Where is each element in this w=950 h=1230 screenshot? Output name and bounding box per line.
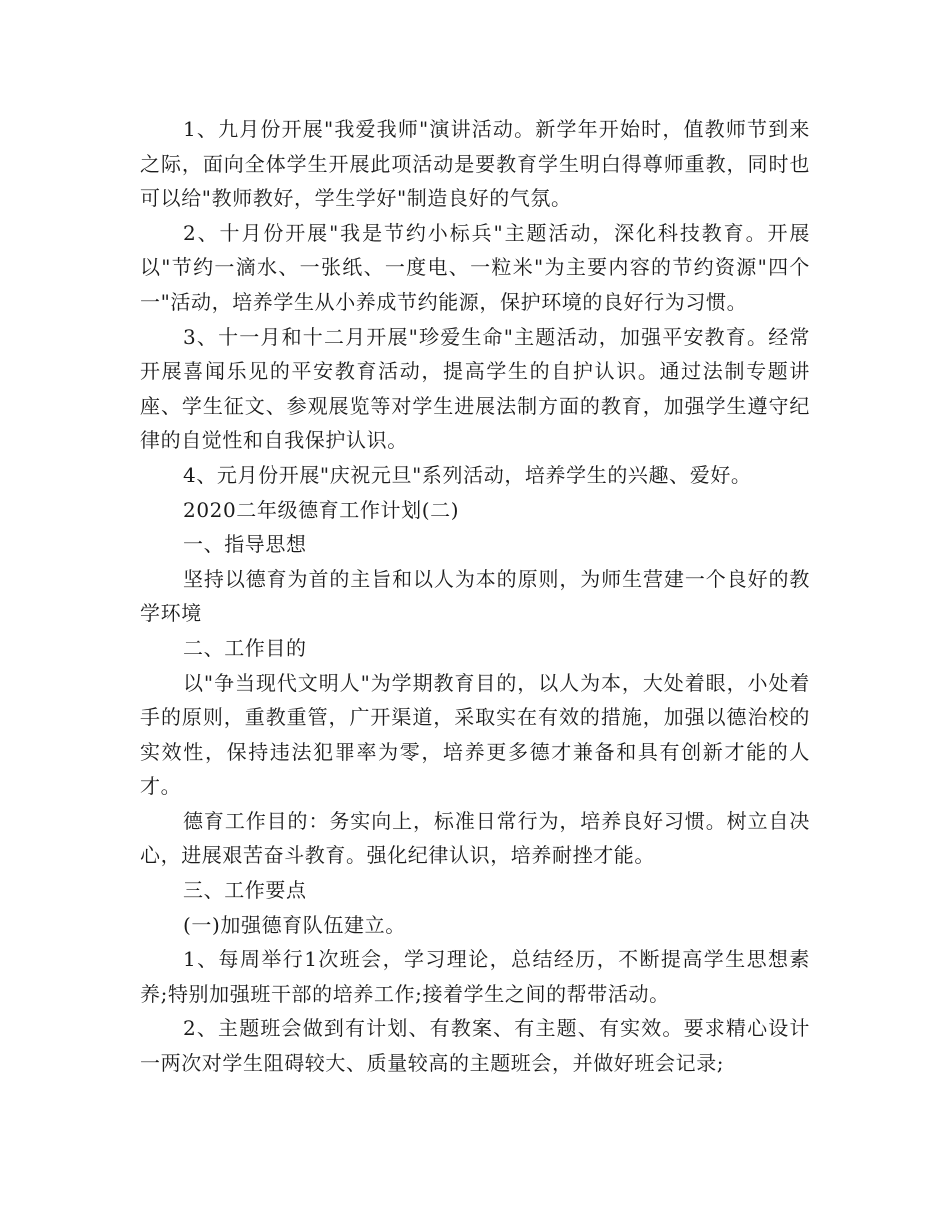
section-heading-work-goal: 二、工作目的 bbox=[183, 635, 307, 660]
subsection-heading-team-building: (一)加强德育队伍建立。 bbox=[183, 912, 406, 937]
paragraph-activity-nov-dec: 3、十一月和十二月开展"珍爱生命"主题活动，加强平安教育。经常开展喜闻乐见的平安教育活动，提高学生的自护认识。通过法制专题讲座、学生征文、参观展览等对学生进展法制方面的教育，加强学生遵守纪律的自觉性和自我保护认识。 bbox=[140, 324, 810, 453]
paragraph-weekly-class-meeting: 1、每周举行1次班会，学习理论，总结经历，不断提高学生思想素养;特别加强班干部的培养工作;接着学生之间的帮带活动。 bbox=[140, 947, 810, 1006]
paragraph-activity-september: 1、九月份开展"我爱我师"演讲活动。新学年开始时，值教师节到来之际，面向全体学生开展此项活动是要教育学生明白得尊师重教，同时也可以给"教师教好，学生学好"制造良好的气氛。 bbox=[140, 117, 810, 211]
section-heading-work-points: 三、工作要点 bbox=[183, 878, 307, 903]
paragraph-work-goal: 以"争当现代文明人"为学期教育目的，以人为本，大处着眼，小处着手的原则，重教重管，广开渠道，采取实在有效的措施，加强以德治校的实效性，保持违法犯罪率为零，培养更多德才兼备和具有创新才能的人才。 bbox=[140, 670, 810, 799]
document-body bbox=[140, 112, 810, 1081]
paragraph-guiding-ideology: 坚持以德育为首的主旨和以人为本的原则，为师生营建一个良好的教学环境 bbox=[140, 566, 810, 626]
paragraph-activity-october: 2、十月份开展"我是节约小标兵"主题活动，深化科技教育。开展以"节约一滴水、一张纸、一度电、一粒米"为主要内容的节约资源"四个一"活动，培养学生从小养成节约能源，保护环境的良好行为习惯。 bbox=[140, 220, 810, 314]
paragraph-theme-class-meeting: 2、主题班会做到有计划、有教案、有主题、有实效。要求精心设计一两次对学生阻碍较大、质量较高的主题班会，并做好班会记录; bbox=[140, 1016, 810, 1076]
paragraph-moral-education-goal: 德育工作目的：务实向上，标准日常行为，培养良好习惯。树立自决心，进展艰苦奋斗教育。强化纪律认识，培养耐挫才能。 bbox=[140, 808, 810, 868]
section-heading-guiding-ideology: 一、指导思想 bbox=[183, 532, 307, 557]
paragraph-activity-january: 4、元月份开展"庆祝元旦"系列活动，培养学生的兴趣、爱好。 bbox=[183, 462, 752, 487]
plan-title: 2020二年级德育工作计划(二) bbox=[183, 497, 460, 522]
